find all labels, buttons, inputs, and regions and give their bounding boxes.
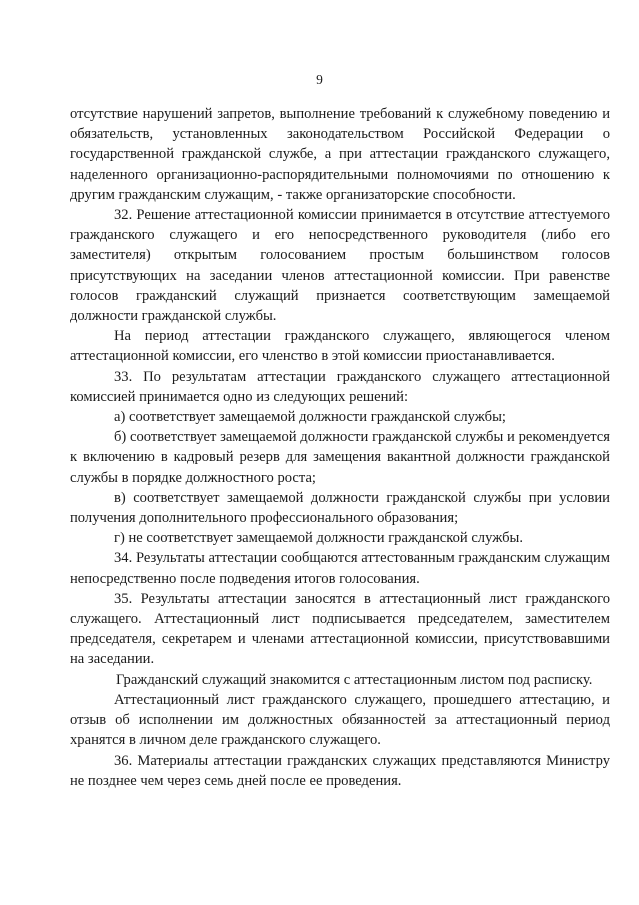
paragraph-item-32: 32. Решение аттестационной комиссии принимается в отсутствие аттестуемого гражданского служащего и его непосредственного руководителя (либо его заместителя) открытым голосованием простым большинством голосов присутствующих на заседании членов аттестационной комиссии. При равенстве голосов гражданский служащий признается соответствующим замещаемой должности гражданской службы.: [70, 207, 610, 325]
paragraph-item-34: 34. Результаты аттестации сообщаются аттестованным гражданским служащим непосредственно после подведения итогов голосования.: [70, 550, 610, 587]
paragraph-signature-receipt: Гражданский служащий знакомится с аттестационным листом под расписку.: [116, 671, 593, 688]
paragraph-decision-b: б) соответствует замещаемой должности гражданской службы и рекомендуется к включению в кадровый резерв для замещения вакантной должности гражданской службы в порядке должностного роста;: [70, 429, 610, 486]
paragraph-decision-a: а) соответствует замещаемой должности гражданской службы;: [114, 409, 506, 426]
document-body: [70, 104, 610, 791]
paragraph-decision-v: в) соответствует замещаемой должности гражданской службы при условии получения дополнительного профессионального образования;: [70, 489, 610, 527]
paragraph-decision-g: г) не соответствует замещаемой должности гражданской службы.: [114, 530, 523, 547]
paragraph-continuation: отсутствие нарушений запретов, выполнение требований к служебному поведению и обязательств, установленных законодательством Российской Федерации о государственной гражданской службе, а при аттестации гражданского служащего, наделенного организационно-распорядительными полномочиями по отношению к другим гражданским служащим, - также организаторские способности.: [70, 106, 610, 203]
paragraph-commission-member: На период аттестации гражданского служащего, являющегося членом аттестационной комиссии, его членство в этой комиссии приостанавливается.: [70, 328, 610, 365]
paragraph-item-35: 35. Результаты аттестации заносятся в аттестационный лист гражданского служащего. Аттестационный лист подписывается председателем, заместителем председателя, секретарем и членами аттестационной комиссии, присутствовавшими на заседании.: [70, 590, 610, 668]
paragraph-item-36: 36. Материалы аттестации гражданских служащих представляются Министру не позднее чем через семь дней после ее проведения.: [70, 752, 610, 789]
page-number: 9: [316, 72, 323, 87]
paragraph-personal-file: Аттестационный лист гражданского служащего, прошедшего аттестацию, и отзыв об исполнении им должностных обязанностей за аттестационный период хранятся в личном деле гражданского служащего.: [70, 691, 610, 749]
paragraph-item-33: 33. По результатам аттестации гражданского служащего аттестационной комиссией принимается одно из следующих решений:: [70, 368, 610, 405]
